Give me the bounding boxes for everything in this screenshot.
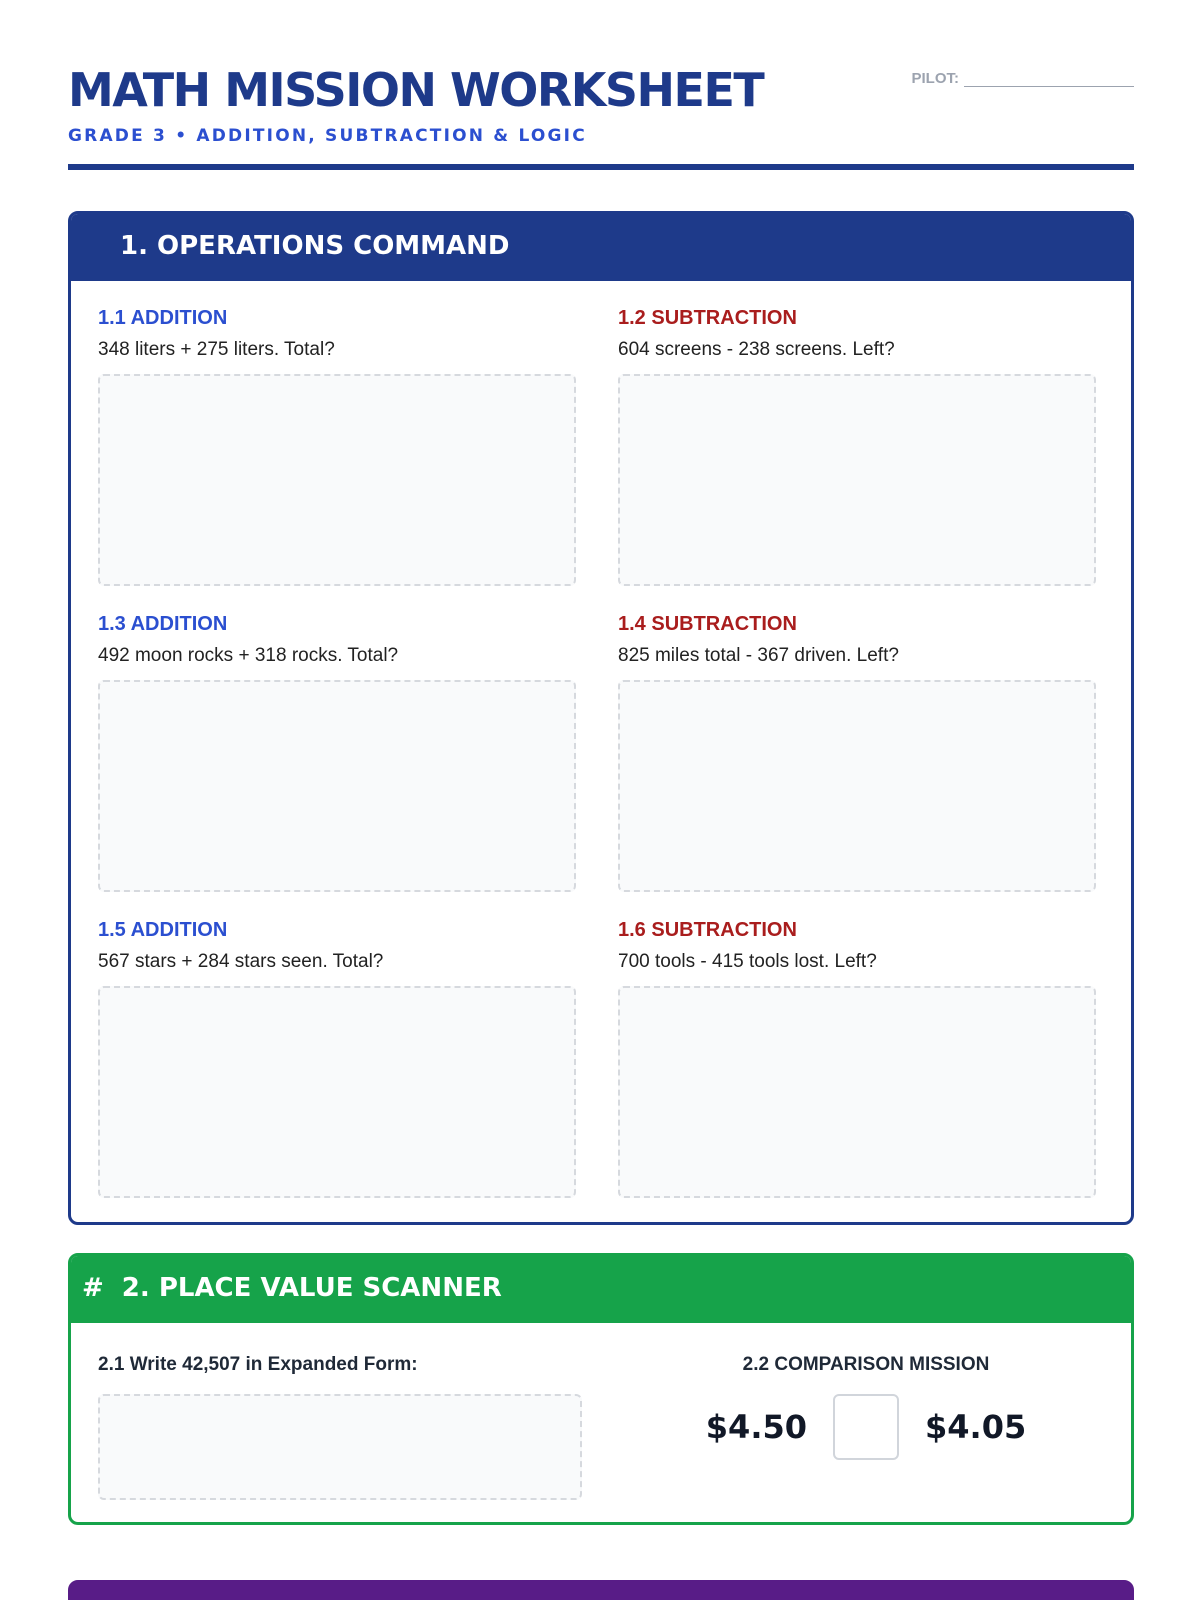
next-section-header [68,1580,1134,1600]
pilot-label: PILOT: [911,70,959,87]
operations-command-section [68,211,1134,1225]
worksheet-header [68,0,1134,172]
problem-text: 604 screens - 238 screens. Left? [618,339,895,360]
problem-text: 700 tools - 415 tools lost. Left? [618,951,877,972]
problem-text: 492 moon rocks + 318 rocks. Total? [98,645,399,666]
problem-1-5 [98,919,576,1198]
problem-label: 1.3 ADDITION [98,613,228,635]
problem-text: 825 miles total - 367 driven. Left? [618,645,899,666]
problem-label: 1.4 SUBTRACTION [618,613,797,635]
problem-text: 567 stars + 284 stars seen. Total? [98,951,384,972]
comparison-mission [691,1354,1041,1460]
problem-label: 1.1 ADDITION [98,307,228,329]
section-header [68,1253,1134,1323]
worksheet-page [68,0,1134,1446]
comparison-row [691,1394,1041,1460]
pilot-name-line[interactable] [964,71,1134,87]
page-title: MATH MISSION WORKSHEET [68,63,764,117]
work-area[interactable] [98,374,576,586]
expanded-form-problem [98,1354,582,1500]
page-subtitle: GRADE 3 • ADDITION, SUBTRACTION & LOGIC [68,126,587,146]
section-title: 2. PLACE VALUE SCANNER [121,1273,502,1303]
header-divider [68,164,1134,170]
problem-text: 348 liters + 275 liters. Total? [98,339,335,360]
work-area[interactable] [618,374,1096,586]
problem-1-6 [618,919,1096,1198]
expanded-form-question: 2.1 Write 42,507 in Expanded Form: [98,1354,418,1375]
expanded-form-answer-area[interactable] [98,1394,582,1500]
problem-1-4 [618,613,1096,892]
section-header [68,211,1134,281]
right-value: $4.05 [925,1408,1027,1446]
problem-label: 1.6 SUBTRACTION [618,919,797,941]
section-title: 1. OPERATIONS COMMAND [120,231,510,261]
problem-label: 1.2 SUBTRACTION [618,307,797,329]
problem-1-3 [98,613,576,892]
pilot-name-field[interactable] [912,70,1135,87]
problem-label: 1.5 ADDITION [98,919,228,941]
work-area[interactable] [98,986,576,1198]
problem-1-1 [98,307,576,586]
hash-icon: # [82,1273,104,1303]
work-area[interactable] [618,680,1096,892]
comparison-answer-box[interactable] [833,1394,899,1460]
problem-1-2 [618,307,1096,586]
comparison-title: 2.2 COMPARISON MISSION [742,1354,990,1375]
left-value: $4.50 [705,1408,807,1446]
work-area[interactable] [618,986,1096,1198]
place-value-section [68,1253,1134,1525]
work-area[interactable] [98,680,576,892]
